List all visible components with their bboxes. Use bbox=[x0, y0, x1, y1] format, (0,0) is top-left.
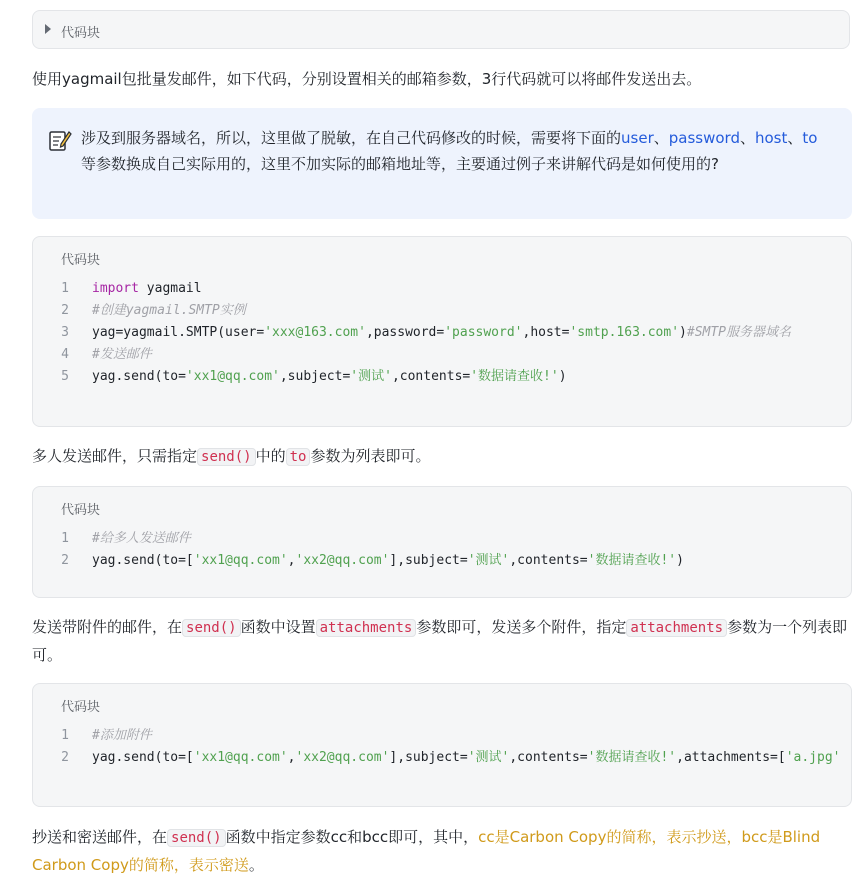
para-text: 抄送和密送邮件，在 bbox=[32, 828, 168, 846]
inline-code-send: send() bbox=[167, 829, 226, 847]
code-token: 'xx1@qq.com' bbox=[193, 553, 288, 568]
note-text-part: 涉及到服务器域名，所以，这里做了脱敏，在自己代码修改的时候，需要将下面的 bbox=[81, 129, 622, 147]
multi-recipient-paragraph bbox=[32, 443, 852, 471]
code-line bbox=[33, 747, 851, 769]
line-number: 4 bbox=[61, 347, 69, 362]
code-token: yag.send(to= bbox=[92, 369, 186, 384]
line-number: 2 bbox=[61, 553, 69, 568]
link-user[interactable]: user bbox=[621, 129, 654, 147]
caret-right-icon[interactable] bbox=[45, 24, 51, 34]
note-separator: 、 bbox=[653, 129, 669, 147]
code-text bbox=[92, 550, 684, 572]
intro-paragraph: 使用yagmail包批量发邮件，如下代码，分别设置相关的邮箱参数，3行代码就可以将邮件发送出去。 bbox=[32, 70, 702, 88]
code-token: 'xx2@qq.com' bbox=[295, 553, 390, 568]
code-token: , bbox=[287, 750, 296, 765]
code-block-2[interactable] bbox=[32, 486, 852, 598]
highlighted-text: cc是Carbon Copy的简称，表示抄送，bcc是Blind Carbon Copy的简称，表示密送 bbox=[32, 828, 821, 874]
line-number: 3 bbox=[61, 325, 69, 340]
code-token: ,password= bbox=[365, 325, 445, 340]
code-block-label: 代码块 bbox=[61, 253, 101, 268]
line-number: 5 bbox=[61, 369, 69, 384]
code-lines bbox=[33, 725, 851, 769]
para-text: 参数即可，发送多个附件，指定 bbox=[416, 618, 627, 636]
code-text bbox=[92, 725, 152, 747]
inline-code-send: send() bbox=[197, 448, 256, 466]
code-lines bbox=[33, 278, 851, 388]
code-line bbox=[33, 366, 851, 388]
note-separator: 、 bbox=[739, 129, 755, 147]
note-text-part: 等参数换成自己实际用的，这里不加实际的邮箱地址等，主要通过例子来讲解代码是如何使用的? bbox=[81, 155, 719, 173]
code-token: yag.send(to=[ bbox=[92, 750, 194, 765]
note-separator: 、 bbox=[787, 129, 803, 147]
code-token: ],subject= bbox=[389, 750, 468, 765]
code-line bbox=[33, 322, 851, 344]
code-token: '测试' bbox=[350, 369, 392, 384]
code-token: #发送邮件 bbox=[92, 347, 152, 362]
code-text bbox=[92, 278, 202, 300]
code-token: ) bbox=[558, 369, 567, 384]
link-to[interactable]: to bbox=[802, 129, 818, 147]
code-text bbox=[92, 300, 246, 322]
note-text bbox=[81, 125, 829, 177]
code-token: #SMTP服务器域名 bbox=[686, 325, 792, 340]
code-line bbox=[33, 528, 851, 550]
code-token: 'a.jpg' bbox=[785, 750, 841, 765]
code-token: 'smtp.163.com' bbox=[569, 325, 680, 340]
code-token: '测试' bbox=[467, 553, 510, 568]
code-token: '测试' bbox=[467, 750, 510, 765]
code-text bbox=[92, 528, 191, 550]
code-token: ,contents= bbox=[509, 750, 588, 765]
code-token: ],subject= bbox=[389, 553, 468, 568]
note-callout bbox=[32, 108, 852, 219]
code-block-label: 代码块 bbox=[61, 26, 101, 41]
code-token: 'xx2@qq.com' bbox=[295, 750, 390, 765]
code-token: #给多人发送邮件 bbox=[92, 531, 191, 546]
code-block-label: 代码块 bbox=[61, 503, 101, 518]
code-text bbox=[92, 366, 567, 388]
code-token: 'xxx@163.com' bbox=[264, 325, 366, 340]
code-token: '数据请查收!' bbox=[587, 553, 677, 568]
para-text: 发送带附件的邮件，在 bbox=[32, 618, 183, 636]
code-lines bbox=[33, 528, 851, 572]
code-token: ,attachments=[ bbox=[676, 750, 786, 765]
line-number: 1 bbox=[61, 531, 69, 546]
code-token: ,contents= bbox=[509, 553, 588, 568]
inline-code-to: to bbox=[286, 448, 311, 466]
link-host[interactable]: host bbox=[754, 129, 788, 147]
code-token: yagmail bbox=[138, 281, 202, 296]
code-line bbox=[33, 725, 851, 747]
code-block-label: 代码块 bbox=[61, 700, 101, 715]
code-token: 'xx1@qq.com' bbox=[185, 369, 280, 384]
code-token: ) bbox=[676, 553, 684, 568]
inline-code-attachments: attachments bbox=[626, 619, 727, 637]
code-token: ,contents= bbox=[391, 369, 471, 384]
code-token: #添加附件 bbox=[92, 728, 152, 743]
code-token: , bbox=[287, 553, 296, 568]
code-token: ,host= bbox=[522, 325, 570, 340]
code-block-3[interactable] bbox=[32, 683, 852, 807]
para-text: 。 bbox=[248, 856, 264, 874]
code-token: '数据请查收!' bbox=[470, 369, 559, 384]
attachments-paragraph bbox=[32, 614, 852, 669]
code-token: #创建yagmail.SMTP实例 bbox=[92, 303, 246, 318]
code-line bbox=[33, 550, 851, 572]
code-token: import bbox=[92, 281, 139, 296]
para-text: 参数为一个列表即可。 bbox=[32, 618, 848, 664]
code-token: 'xx1@qq.com' bbox=[193, 750, 288, 765]
para-text: 参数为列表即可。 bbox=[310, 447, 431, 465]
collapsed-code-block[interactable] bbox=[32, 10, 850, 49]
code-line bbox=[33, 344, 851, 366]
inline-code-send: send() bbox=[182, 619, 241, 637]
line-number: 1 bbox=[61, 281, 69, 296]
para-text: 函数中指定参数cc和bcc即可，其中， bbox=[225, 828, 479, 846]
para-text: 中的 bbox=[255, 447, 286, 465]
line-number: 1 bbox=[61, 728, 69, 743]
code-text bbox=[92, 322, 791, 344]
code-text bbox=[92, 344, 152, 366]
link-password[interactable]: password bbox=[668, 129, 740, 147]
memo-pencil-icon bbox=[48, 128, 72, 152]
code-token: '数据请查收!' bbox=[587, 750, 677, 765]
cc-bcc-paragraph bbox=[32, 824, 852, 879]
code-token: ,subject= bbox=[279, 369, 351, 384]
code-line bbox=[33, 278, 851, 300]
para-text: 函数中设置 bbox=[240, 618, 316, 636]
para-text: 多人发送邮件，只需指定 bbox=[32, 447, 198, 465]
code-line bbox=[33, 300, 851, 322]
code-text bbox=[92, 747, 841, 769]
code-token: yag=yagmail.SMTP(user= bbox=[92, 325, 265, 340]
line-number: 2 bbox=[61, 303, 69, 318]
line-number: 2 bbox=[61, 750, 69, 765]
code-token: yag.send(to=[ bbox=[92, 553, 194, 568]
code-block-1[interactable] bbox=[32, 236, 852, 427]
code-token: ) bbox=[679, 325, 687, 340]
inline-code-attachments: attachments bbox=[316, 619, 417, 637]
code-token: 'password' bbox=[444, 325, 523, 340]
